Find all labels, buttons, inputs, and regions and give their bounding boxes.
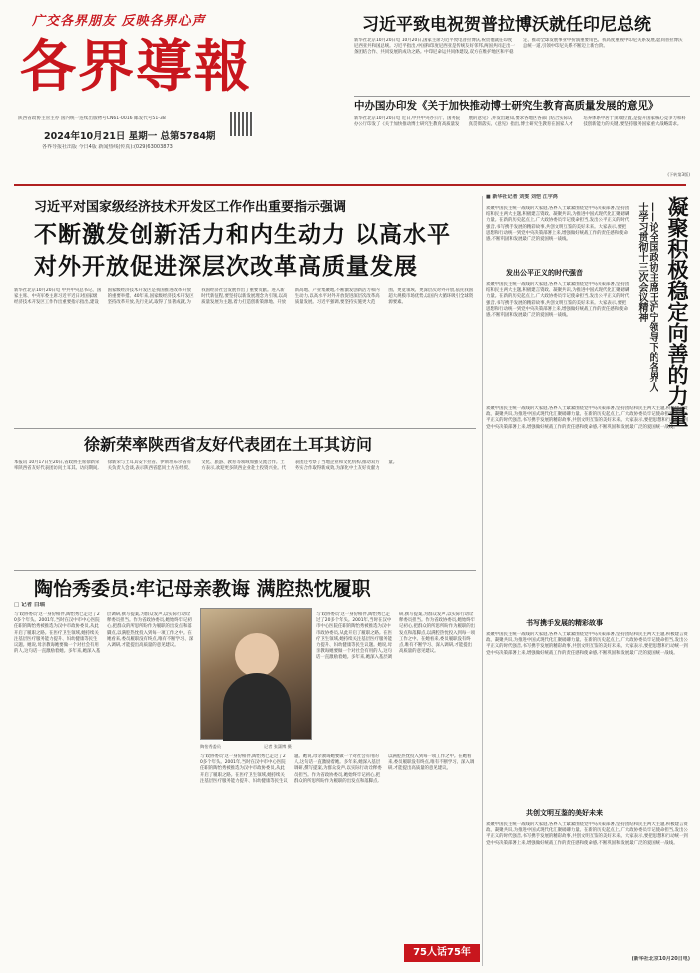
- masthead-site: 各界导报社出版 今日4版 新闻热线(传真):(029)63003873: [42, 144, 173, 150]
- lead-story-headline-2: 对外开放促进深层次改革高质量发展: [34, 253, 418, 280]
- lead-story-headline-1: 不断激发创新活力和内生动力 以高水平: [34, 221, 452, 248]
- commentary-subtitle: ——论全国政协主席王沪宁领导下的各界人士学习贯彻十三次会议精神: [636, 202, 658, 392]
- commentary-body-1: 欢聚中国民主统一战线的大家庭,各界人士紧紧围绕党中央决策部署,坚持团结和民主两大主题,积极建言资政、凝聚共识,为推进中国式现代化汇聚磅礴力量。在新的历史起点上,广大政协委员牢记使命担当,发出公平正义的时代强音,书写携手发展的精彩故事,共创文明互鉴的美好未来。大家表示,要把思想和行动统一到党中央决策部署上来,增强做好统战工作的责任感和使命感,不断巩固和发展最广泛的爱国统一战线。: [486, 206, 630, 243]
- second-story-body: 新华社北京10月20日电 近日,中共中央办公厅、国务院办公厅印发了《关于加快推动博士研究生教育高质量发展的意见》,并发出通知,要求各地区各部门结合实际认真贯彻落实。《意见》指出,博士研究生教育在国家人才培养体系中居于顶端位置,是提升国家核心竞争力和科技创新能力的关键,要坚持服务国家重大战略需求。: [354, 116, 686, 128]
- tao-story-title: 陶怡秀委员:牢记母亲教诲 满腔热忱履职: [34, 578, 371, 600]
- commentary-body-3: 欢聚中国民主统一战线的大家庭,各界人士紧紧围绕党中央决策部署,坚持团结和民主两大主题,积极建言资政、凝聚共识,为推进中国式现代化汇聚磅礴力量。在新的历史起点上,广大政协委员牢记使命担当,发出公平正义的时代强音,书写携手发展的精彩故事,共创文明互鉴的美好未来。大家表示,要把思想和行动统一到党中央决策部署上来,增强做好统战工作的责任感和使命感,不断巩固和发展最广泛的爱国统一战线。: [486, 406, 688, 430]
- tao-story-body: 与'政协委员'这一身份相伴,陶怡秀已走过了20多个年头。2001年,当时在汉中市中心医院任职的陶怡秀被推选为汉中市政协委员,从此开启了履职之路。在医疗卫生领域,她持续关注基层医疗服务能力提升、妇幼健康等民生议题。她说,母亲教诲她要做一个对社会有用的人,这句话一直激励着她。多年来,她深入基层调研,撰写提案,为群众发声,以实际行动诠释委员担当。作为省政协委员,她始终牢记初心,把群众的所思所盼作为履职的出发点和落脚点,以满腔热忱投入到每一项工作之中。在她看来,委员履职没有终点,唯有不断学习、深入调研,才能提出高质量的意见建议。: [14, 612, 194, 655]
- top-story-title: 习近平致电祝贺普拉博沃就任印尼总统: [362, 15, 651, 35]
- qr-code-icon: [230, 112, 254, 136]
- masthead-slogan: 广交各界朋友 反映各界心声: [32, 14, 206, 29]
- portrait-figure-icon: [235, 633, 279, 677]
- second-story: [354, 98, 690, 182]
- tao-story-body-continued: 与'政协委员'这一身份相伴,陶怡秀已走过了20多个年头。2001年,当时在汉中市中心医院任职的陶怡秀被推选为汉中市政协委员,从此开启了履职之路。在医疗卫生领域,她持续关注基层医疗服务能力提升、妇幼健康等民生议题。她说,母亲教诲她要做一个对社会有用的人,这句话一直激励着她。多年来,她深入基层调研,撰写提案,为群众发声,以实际行动诠释委员担当。作为省政协委员,她始终牢记初心,把群众的所思所盼作为履职的出发点和落脚点,以满腔热忱投入到每一项工作之中。在她看来,委员履职没有终点,唯有不断学习、深入调研,才能提出高质量的意见建议。: [200, 754, 475, 784]
- lead-story-body: 新华社北京10月20日电 中共中央总书记、国家主席、中央军委主席习近平近日对国家级经济技术开发区工作作出重要指示指出,建设国家级经济技术开发区是我国推进改革开放的重要举措。40年来,国家级经济技术开发区坚持改革开放,先行先试,取得了显著成就,为我国经济社会发展作出了重要贡献。进入新时代新征程,要坚持以新发展理念为引领,以高质量发展为主题,着力打造创新策源地、开放新高地、产业集聚地,不断激发创新活力和内生动力,以高水平对外开放促进深层次改革高质量发展。习近平强调,要坚持实施更大范围、更宽领域、更深层次对外开放,依托我国超大规模市场优势,以国内大循环吸引全球资源要素。: [14, 288, 474, 306]
- commentary-body-4: 欢聚中国民主统一战线的大家庭,各界人士紧紧围绕党中央决策部署,坚持团结和民主两大主题,积极建言资政、凝聚共识,为推进中国式现代化汇聚磅礴力量。在新的历史起点上,广大政协委员牢记使命担当,发出公平正义的时代强音,书写携手发展的精彩故事,共创文明互鉴的美好未来。大家表示,要把思想和行动统一到党中央决策部署上来,增强做好统战工作的责任感和使命感,不断巩固和发展最广泛的爱国统一战线。: [486, 632, 688, 656]
- tao-story-byline: □ 记者 白瑞: [14, 602, 46, 608]
- commentary-author: ■ 新华社记者 刘雯 刘恺 江宇鸿: [486, 194, 558, 200]
- photo-credit: 记者 张潇博 摄: [264, 744, 292, 749]
- photo-caption: 陶怡秀委员: [200, 744, 221, 749]
- section-heading-2: 书写携手发展的精彩故事: [526, 619, 603, 627]
- issue-date: 2024年10月21日 星期一 总第5784期: [44, 131, 216, 142]
- section-heading-3: 共创文明互鉴的美好未来: [526, 809, 603, 817]
- xu-story-body: 本报讯 10月17日至20日,省政协主席徐新荣率陕西省友好代表团访问土耳其。访问期间,徐新荣与土耳其安卡拉省、伊斯坦布尔省有关负责人会谈,表示陕西省愿同土方在经贸、文化、旅游、教育等领域加强交流合作。土方表示,欢迎更多陕西企业赴土投资兴业。代表团还考察了当地企业和文化机构,推动双方务实合作取得新成效,为深化中土友好贡献力量。: [14, 460, 398, 472]
- anniversary-badge: 75人话75年: [404, 944, 480, 962]
- second-story-title: 中办国办印发《关于加快推动博士研究生教育高质量发展的意见》: [354, 100, 659, 112]
- commentary: [486, 192, 690, 970]
- commentary-title: 凝聚积极稳定向善的力量: [665, 196, 690, 427]
- commentary-body-2: 欢聚中国民主统一战线的大家庭,各界人士紧紧围绕党中央决策部署,坚持团结和民主两大主题,积极建言资政、凝聚共识,为推进中国式现代化汇聚磅礴力量。在新的历史起点上,广大政协委员牢记使命担当,发出公平正义的时代强音,书写携手发展的精彩故事,共创文明互鉴的美好未来。大家表示,要把思想和行动统一到党中央决策部署上来,增强做好统战工作的责任感和使命感,不断巩固和发展最广泛的爱国统一战线。: [486, 282, 630, 319]
- commentary-body-5: 欢聚中国民主统一战线的大家庭,各界人士紧紧围绕党中央决策部署,坚持团结和民主两大主题,积极建言资政、凝聚共识,为推进中国式现代化汇聚磅礴力量。在新的历史起点上,广大政协委员牢记使命担当,发出公平正义的时代强音,书写携手发展的精彩故事,共创文明互鉴的美好未来。大家表示,要把思想和行动统一到党中央决策部署上来,增强做好统战工作的责任感和使命感,不断巩固和发展最广泛的爱国统一战线。: [486, 822, 688, 846]
- second-story-continue: (下转第3版): [667, 172, 690, 177]
- tao-portrait-photo: [200, 608, 312, 740]
- masthead-logo: 各界導報: [20, 34, 252, 100]
- lead-story-kicker: 习近平对国家级经济技术开发区工作作出重要指示强调: [34, 200, 347, 215]
- masthead-publisher: 陕西省政协主管主办 国内统一连续出版物号CN61-0016 邮发代号51-38: [18, 116, 166, 121]
- xu-story-title: 徐新荣率陕西省友好代表团在土耳其访问: [84, 435, 373, 454]
- masthead: [14, 10, 264, 180]
- tao-story-body-right: 与'政协委员'这一身份相伴,陶怡秀已走过了20多个年头。2001年,当时在汉中市中心医院任职的陶怡秀被推选为汉中市政协委员,从此开启了履职之路。在医疗卫生领域,她持续关注基层医疗服务能力提升、妇幼健康等民生议题。她说,母亲教诲她要做一个对社会有用的人,这句话一直激励着她。多年来,她深入基层调研,撰写提案,为群众发声,以实际行动诠释委员担当。作为省政协委员,她始终牢记初心,把群众的所思所盼作为履职的出发点和落脚点,以满腔热忱投入到每一项工作之中。在她看来,委员履职没有终点,唯有不断学习、深入调研,才能提出高质量的意见建议。: [316, 612, 476, 661]
- top-story: [270, 10, 690, 102]
- lead-story: [14, 196, 476, 426]
- top-story-body: 新华社北京10月20日电 10月20日,国家主席习近平致电普拉博沃,祝贺他就任印度尼西亚共和国总统。习近平指出,中国和印度尼西亚是传统友好邻邦,两国共同走出一条团结合作、共同发展的成功之路。中印尼命运共同体建设,双方在维护地区和平稳定、推动全球发展事业中扮演重要角色。我高度重视中印尼关系发展,愿同普拉博沃总统一道,引领中印尼关系不断迈上新台阶。: [354, 38, 683, 56]
- commentary-end-credit: (新华社北京10月20日电): [631, 956, 690, 962]
- tao-story: [14, 574, 476, 964]
- section-heading-1: 发出公平正义的时代强音: [506, 269, 583, 277]
